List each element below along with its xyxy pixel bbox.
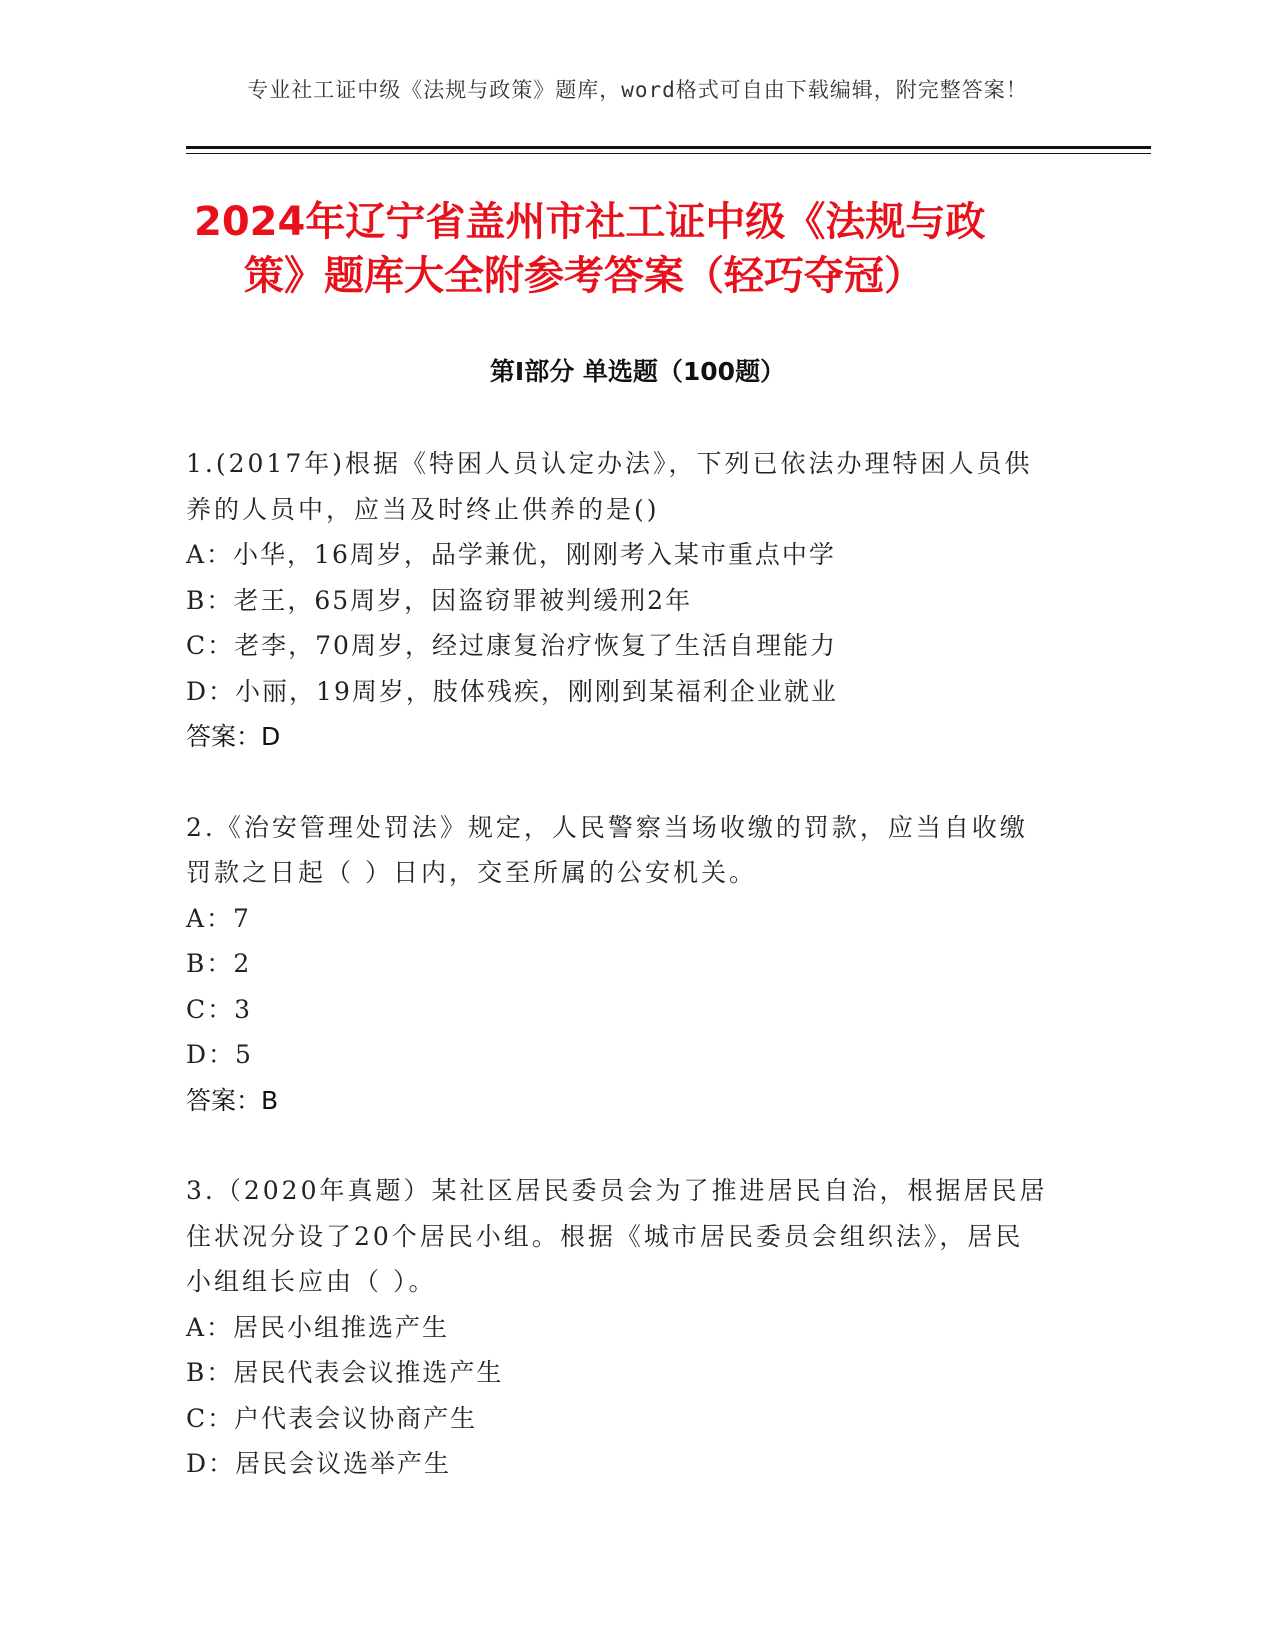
question-2-text-line-1: 2.《治安管理处罚法》规定，人民警察当场收缴的罚款，应当自收缴 [186,812,1028,842]
title-line-2: 策》题库大全附参考答案（轻巧夺冠） [244,253,924,299]
question-2-option-b: B：2 [186,949,252,978]
header-rule-thick [186,146,1151,149]
question-3-text-line-3: 小组组长应由（ ）。 [186,1267,437,1296]
question-3-option-d: D：居民会议选举产生 [186,1449,452,1478]
title-line-1: 2024年辽宁省盖州市社工证中级《法规与政 [194,199,986,245]
question-2 [186,805,1086,1124]
section-heading: 第I部分 单选题（100题） [489,357,786,386]
question-list [186,441,1086,1487]
question-2-option-d: D：5 [186,1040,253,1069]
header-note: 专业社工证中级《法规与政策》题库，word格式可自由下载编辑，附完整答案！ [247,78,1028,102]
header-rule-thin [186,153,1151,154]
question-3-text-line-2: 住状况分设了20个居民小组。根据《城市居民委员会组织法》，居民 [186,1221,1024,1251]
question-1-answer: 答案：D [186,722,281,751]
question-1-option-c: C：老李，70周岁，经过康复治疗恢复了生活自理能力 [186,631,837,660]
question-2-option-a: A：7 [186,903,251,933]
document-title [186,195,1111,303]
question-3-option-c: C：户代表会议协商产生 [186,1403,478,1433]
question-3 [186,1168,1086,1487]
question-3-text-line-1: 3.（2020年真题）某社区居民委员会为了推进居民自治，根据居民居 [186,1176,1048,1205]
question-2-option-c: C：3 [186,994,253,1024]
question-1-option-d: D：小丽，19周岁，肢体残疾，刚刚到某福利企业就业 [186,676,838,706]
question-3-option-b: B：居民代表会议推选产生 [186,1358,504,1387]
question-gap [186,1123,1086,1168]
question-1-option-a: A：小华，16周岁，品学兼优，刚刚考入某市重点中学 [186,540,836,569]
question-1-text-line-1: 1.(2017年)根据《特困人员认定办法》，下列已依法办理特困人员供 [186,449,1033,478]
question-1-text-line-2: 养的人员中，应当及时终止供养的是() [186,494,660,524]
question-1-option-b: B：老王，65周岁，因盗窃罪被判缓刑2年 [186,585,693,615]
question-3-option-a: A：居民小组推选产生 [186,1312,450,1342]
question-gap [186,760,1086,805]
question-2-answer: 答案：B [186,1085,279,1115]
question-2-text-line-2: 罚款之日起（ ）日内，交至所属的公安机关。 [186,858,757,887]
question-1 [186,441,1086,760]
